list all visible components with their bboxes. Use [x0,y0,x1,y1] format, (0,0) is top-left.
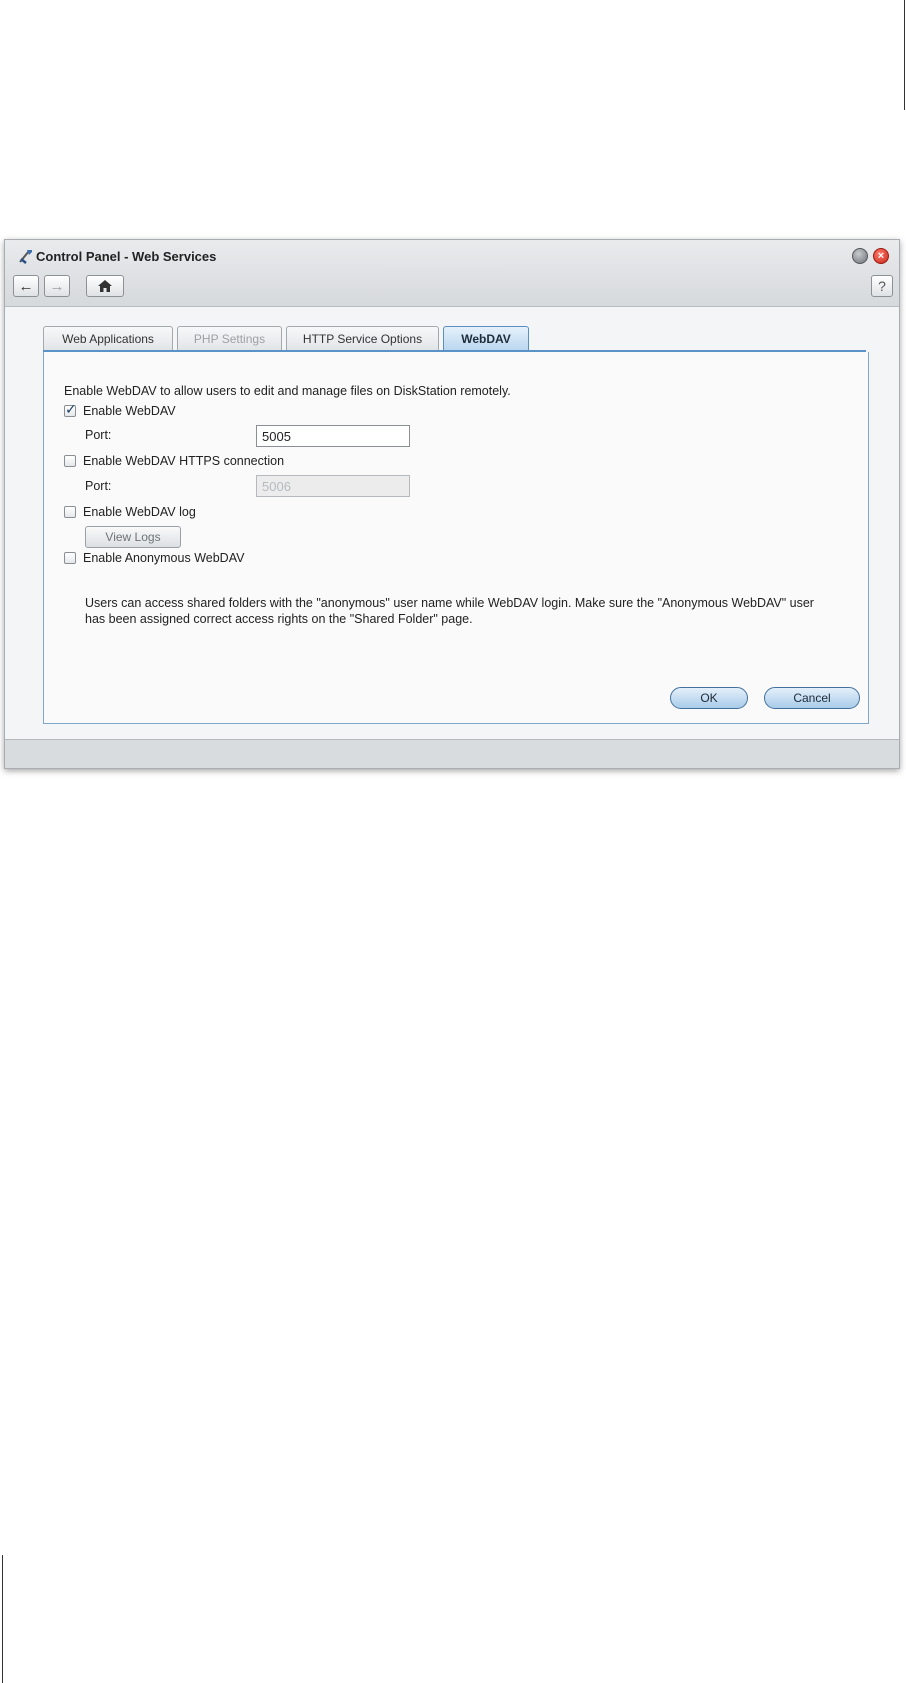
tab-web-applications[interactable]: Web Applications [43,326,173,350]
enable-https-checkbox[interactable] [64,455,76,467]
home-button[interactable] [86,275,124,297]
arrow-right-icon: → [49,277,65,295]
page-edge-line-top [904,0,905,110]
checkmark-icon: ✓ [65,401,77,417]
close-icon[interactable]: × [873,248,889,264]
page-edge-line-bottom [2,1555,3,1683]
control-panel-icon [17,247,35,265]
enable-anonymous-row[interactable] [64,551,244,565]
control-panel-window [4,239,900,769]
title-bar[interactable] [5,240,899,307]
tab-webdav[interactable]: WebDAV [443,326,529,351]
https-port-label: Port: [85,479,112,493]
enable-https-label: Enable WebDAV HTTPS connection [83,454,285,468]
enable-log-label: Enable WebDAV log [83,505,196,519]
enable-log-row[interactable] [64,505,196,519]
window-title: Control Panel - Web Services [36,249,217,264]
forward-button[interactable] [44,275,70,297]
help-button[interactable] [871,275,893,297]
back-button[interactable] [13,275,39,297]
port-label: Port: [85,428,112,442]
help-icon: ? [878,278,886,294]
window-content [5,307,899,739]
cancel-button[interactable]: Cancel [764,687,860,709]
view-logs-button[interactable]: View Logs [85,526,181,548]
arrow-left-icon: ← [18,277,34,295]
status-bar [5,739,899,768]
tab-http-service-options[interactable]: HTTP Service Options [286,326,439,350]
ok-button[interactable]: OK [670,687,748,709]
https-port-input[interactable] [256,475,410,497]
anonymous-description: Users can access shared folders with the "anonymous" user name while WebDAV login. Make sure the "Anonymous WebDAV" user has been assigned correct access rights on the "Shared Folder" page. [85,596,814,626]
enable-anonymous-label: Enable Anonymous WebDAV [83,551,245,565]
home-icon [97,279,113,293]
intro-text: Enable WebDAV to allow users to edit and manage files on DiskStation remotely. [64,384,511,398]
enable-webdav-row[interactable] [64,401,176,418]
enable-anonymous-checkbox[interactable] [64,552,76,564]
enable-webdav-label: Enable WebDAV [83,404,176,418]
enable-https-row[interactable] [64,454,284,468]
tab-php-settings[interactable]: PHP Settings [177,326,282,350]
webdav-panel [43,352,869,724]
port-input[interactable] [256,425,410,447]
minimize-icon[interactable] [852,248,868,264]
enable-log-checkbox[interactable] [64,506,76,518]
enable-webdav-checkbox[interactable] [64,401,77,417]
